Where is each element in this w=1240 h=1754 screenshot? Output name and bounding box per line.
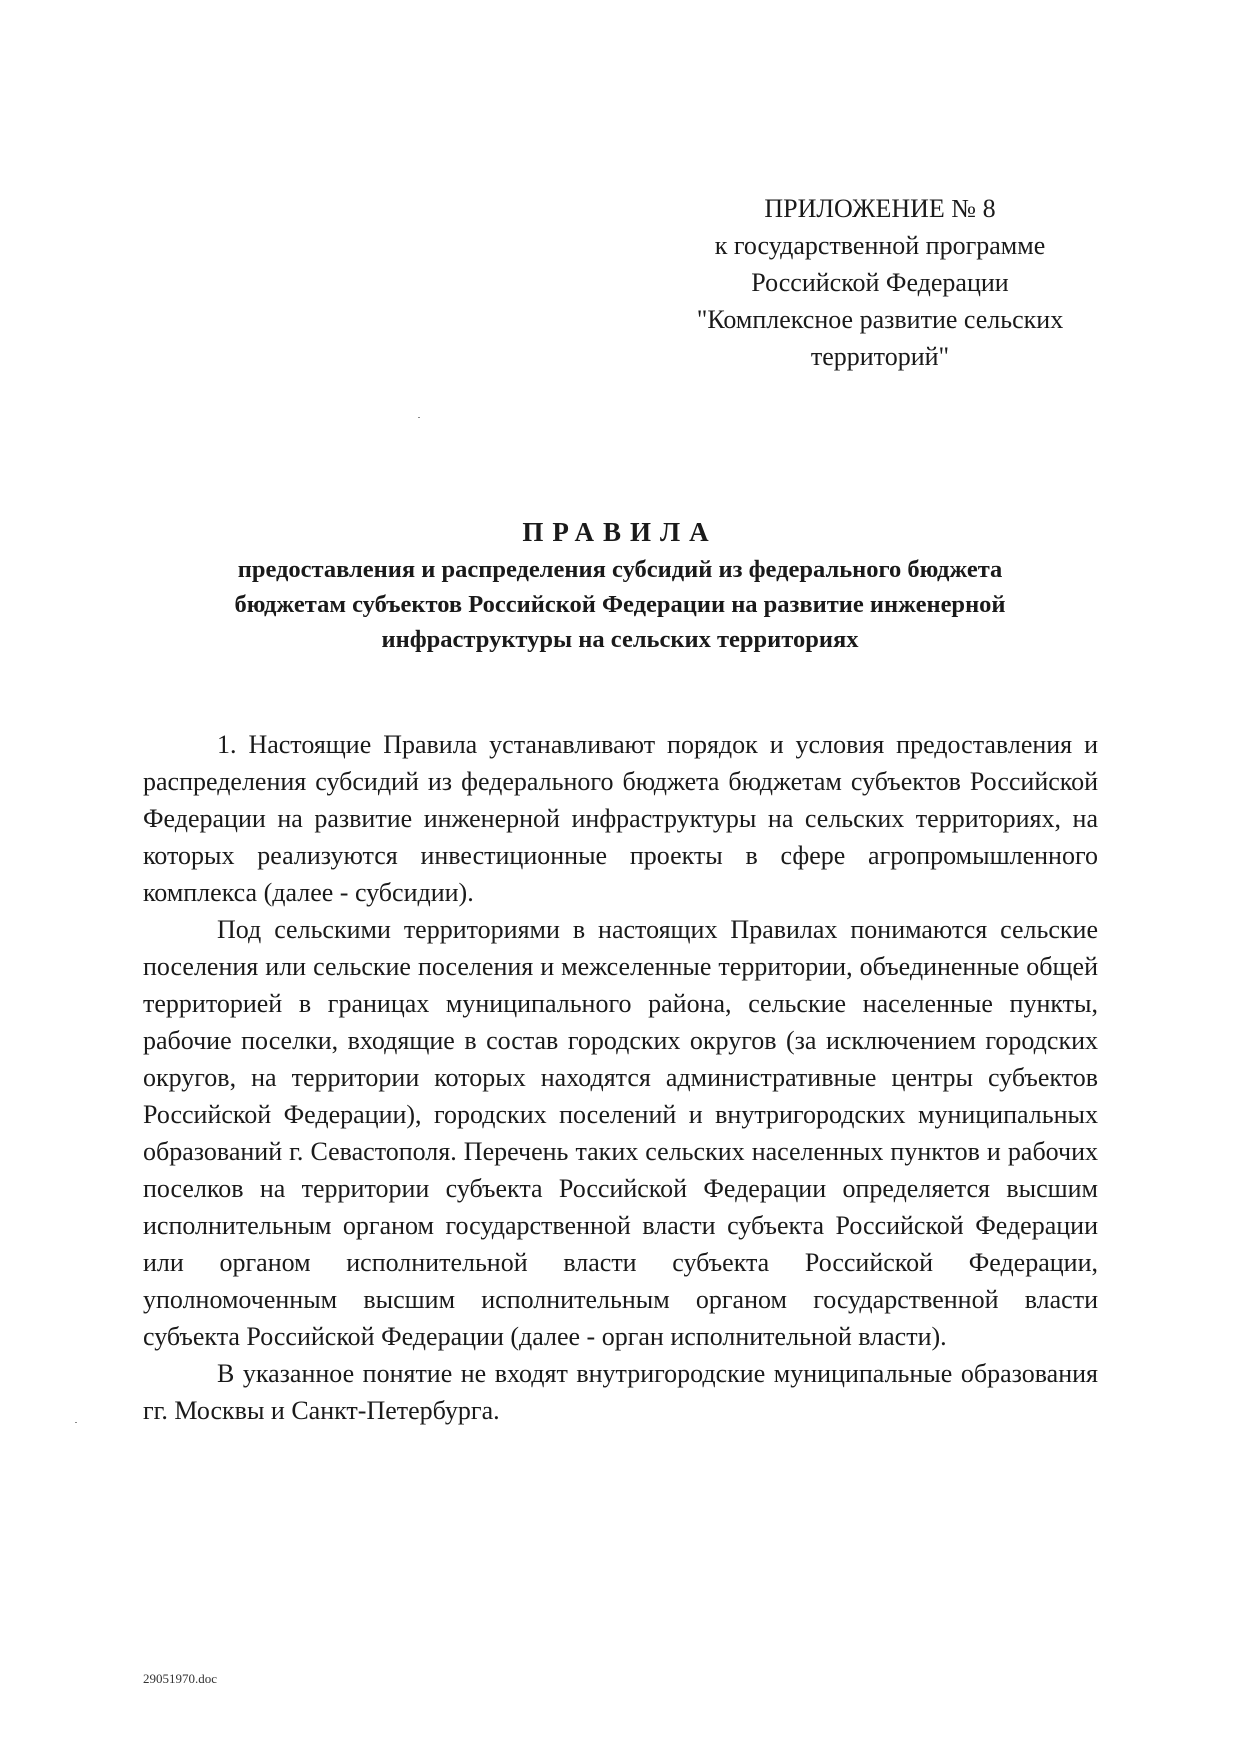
subtitle-line: предоставления и распределения субсидий из федерального бюджета <box>237 556 1003 583</box>
appendix-line: Российской Федерации <box>751 268 1009 297</box>
document-title-block <box>110 512 1130 657</box>
document-subtitle <box>110 552 1130 657</box>
scan-speck <box>418 417 420 418</box>
appendix-line: территорий" <box>810 342 950 371</box>
file-reference: 29051970.doc <box>143 1671 218 1686</box>
appendix-number: ПРИЛОЖЕНИЕ № 8 <box>764 194 996 223</box>
paragraph-2: Под сельскими территориями в настоящих Правилах понимаются сельские поселения или сельские поселения и межселенные территории, объединенные общей территорией в границах муниципального района, сельские населенные пункты, рабочие поселки, входящие в состав городских округов (за исключением городских округов, на территории которых находятся административные центры субъектов Российской Федерации), городских поселений и внутригородских муниципальных образований г. Севастополя. Перечень таких сельских населенных пунктов и рабочих поселков на территории субъекта Российской Федерации определяется высшим исполнительным органом государственной власти субъекта Российской Федерации или органом исполнительной власти субъекта Российской Федерации, уполномоченным высшим исполнительным органом государственной власти субъекта Российской Федерации (далее - орган исполнительной власти). <box>143 915 1098 1351</box>
appendix-line: "Комплексное развитие сельских <box>696 305 1064 334</box>
subtitle-line: бюджетам субъектов Российской Федерации на развитие инженерной <box>234 591 1006 618</box>
paragraph-1: 1. Настоящие Правила устанавливают порядок и условия предоставления и распределения субсидий из федерального бюджета бюджетам субъектов Российской Федерации на развитие инженерной инфраструктуры на сельских территориях, на которых реализуются инвестиционные проекты в сфере агропромышленного комплекса (далее - субсидии). <box>143 730 1098 907</box>
appendix-header <box>640 190 1120 375</box>
subtitle-line: инфраструктуры на сельских территориях <box>381 626 859 653</box>
scan-speck <box>75 1422 77 1423</box>
paragraph-3: В указанное понятие не входят внутригородские муниципальные образования гг. Москвы и Санкт-Петербурга. <box>143 1359 1098 1425</box>
document-title: ПРАВИЛА <box>522 517 718 547</box>
document-body <box>143 726 1098 1429</box>
appendix-line: к государственной программе <box>714 231 1046 260</box>
